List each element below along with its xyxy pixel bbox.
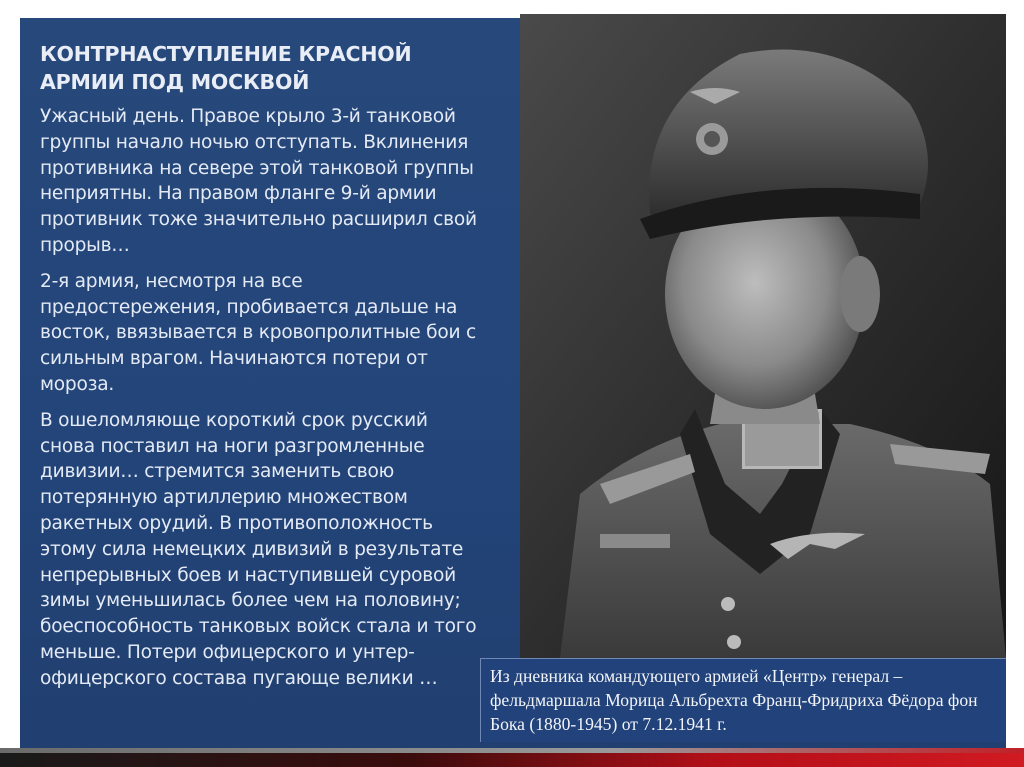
paragraph-3: В ошеломляюще короткий срок русский снова поставил на ноги разгромленные дивизии… стремится заменить свою потерянную артиллерию множеством ракетных орудий. В противоположность этому сила немецких дивизий в результате непрерывных боев и наступившей суровой зимы уменьшилась более чем на половину; боеспособность танковых войск стала и того меньше. Потери офицерского и унтер-офицерского состава пугающе велики … [40,409,477,689]
paragraph-1: Ужасный день. Правое крыло 3-й танковой группы начало ночью отступать. Вклинения противника на севере этой танковой группы неприятны. На правом фланге 9-й армии противник тоже значительно расширил свой прорыв… [40,106,477,256]
paragraph-2: 2-я армия, несмотря на все предостережения, пробивается дальше на восток, ввязывается в кровопролитные бои с сильным врагом. Начинаются потери от мороза. [40,270,476,395]
photo-caption: Из дневника командующего армией «Центр» генерал – фельдмаршала Морица Альбрехта Франц-Фридриха Фёдора фон Бока (1880-1945) от 7.12.1941 г. [480,658,1006,742]
portrait-photo [520,14,1006,658]
bottom-red-stripe [0,753,1024,767]
slide-title: КОНТРНАСТУПЛЕНИЕ КРАСНОЙ АРМИИ ПОД МОСКВОЙ [40,42,412,94]
text-block [40,40,488,702]
portrait-illustration [520,14,1006,658]
